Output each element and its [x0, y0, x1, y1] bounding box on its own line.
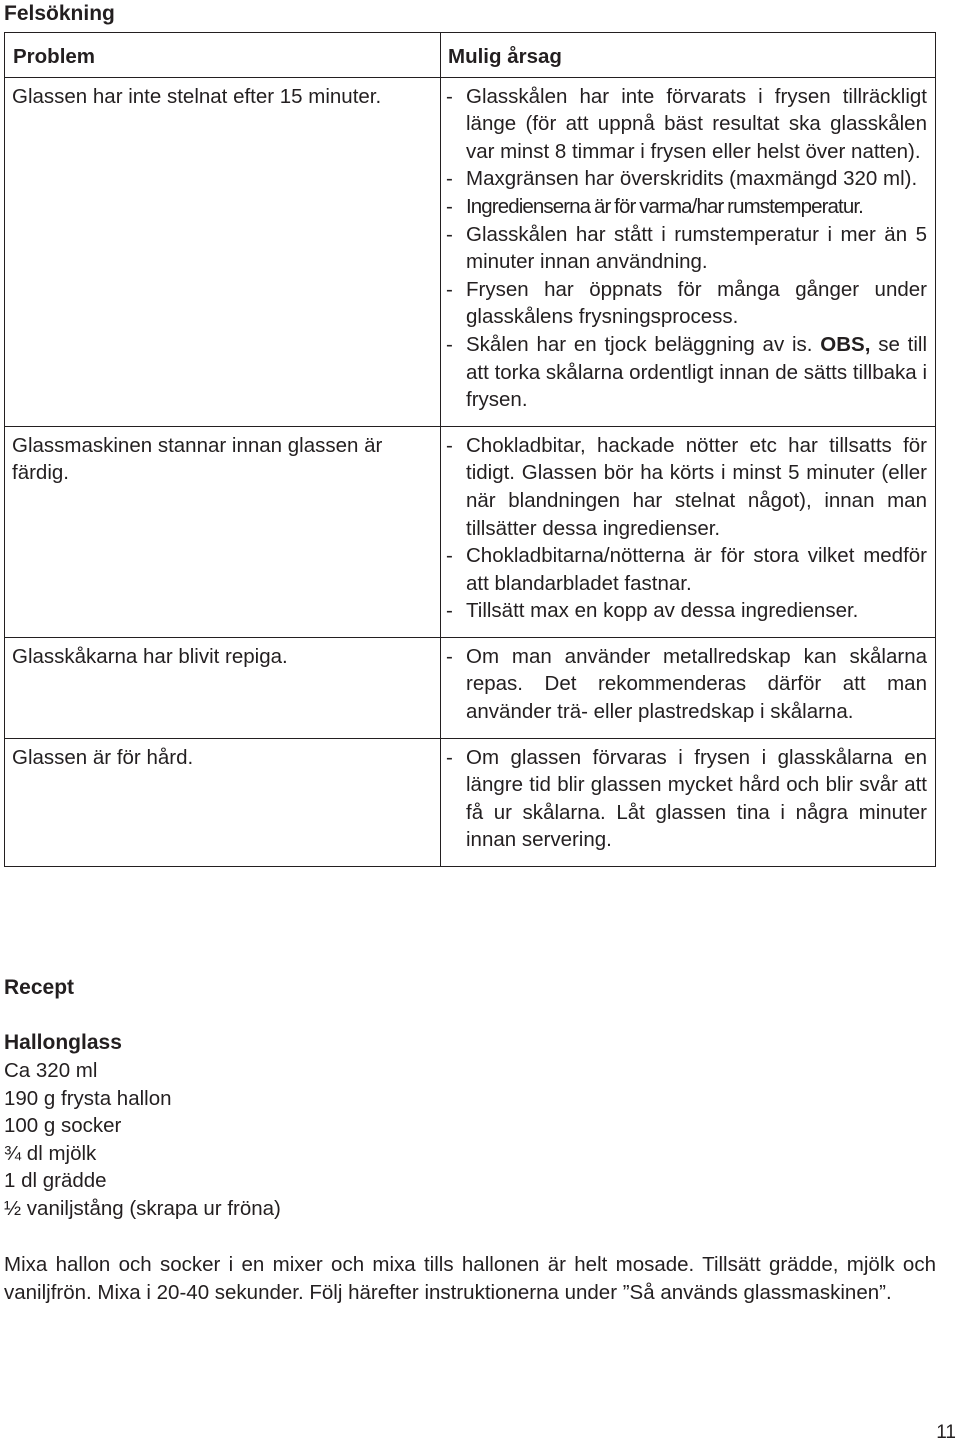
cause-text-rest: se till att torka skålarna ordentligt innan de sätts tillbaka i frysen.: [466, 332, 927, 412]
dash: -: [446, 277, 453, 301]
table-row: [5, 77, 936, 426]
table-row: [5, 738, 936, 866]
dash: -: [446, 745, 453, 769]
problem-cell: Glassmaskinen stannar innan glassen är färdig.: [5, 426, 441, 637]
ingredient-list: [4, 1057, 281, 1223]
cause-item: [446, 597, 927, 625]
cause-cell: [441, 637, 936, 738]
dash: -: [446, 433, 453, 457]
column-header-cause: Mulig årsag: [441, 33, 936, 78]
troubleshooting-table: [4, 32, 936, 867]
ingredient-item: 1 dl grädde: [4, 1169, 107, 1193]
ingredient-item: 190 g frysta hallon: [4, 1086, 172, 1110]
cause-text: Om glassen förvaras i frysen i glasskålarna en längre tid blir glassen mycket hård och blir svår att få ur skålarna. Låt glassen tina i några minuter innan servering.: [466, 745, 927, 852]
problem-cell: Glassen är för hård.: [5, 738, 441, 866]
dash: -: [446, 644, 453, 668]
problem-cell: Glassen har inte stelnat efter 15 minuter.: [5, 77, 441, 426]
dash: -: [446, 332, 453, 356]
dash: -: [446, 84, 453, 108]
dash: -: [446, 599, 453, 623]
obs-label: OBS,: [820, 332, 871, 356]
cause-item: [446, 83, 927, 166]
cause-item: [446, 331, 927, 414]
table-header-row: [5, 33, 936, 78]
cause-item: [446, 165, 927, 193]
dash: -: [446, 167, 453, 191]
cause-cell: [441, 77, 936, 426]
recipe-name: Hallonglass: [4, 1031, 122, 1054]
cause-text: Maxgränsen har överskridits (maxmängd 320 ml).: [466, 167, 918, 191]
cause-text: Ingredienserna är för varma/har rumstemperatur.: [466, 194, 863, 218]
cause-text: Glasskålen har inte förvarats i frysen tillräckligt länge (för att uppnå bäst resultat ska glasskålen var minst 8 timmar i frysen eller helst över natten).: [466, 84, 927, 163]
page-number: 11: [936, 1422, 956, 1443]
table-row: [5, 426, 936, 637]
table-row: [5, 637, 936, 738]
cause-text: Om man använder metallredskap kan skålarna repas. Det rekommenderas därför att man använder trä- eller plastredskap i skålarna.: [466, 644, 927, 724]
cause-text: Frysen har öppnats för många gånger under glasskålens frysningsprocess.: [466, 277, 927, 329]
dash: -: [446, 194, 453, 218]
cause-item: [446, 276, 927, 331]
ingredient-item: ¾ dl mjölk: [4, 1141, 97, 1165]
section-title: Felsökning: [4, 2, 115, 25]
ingredient-item: 100 g socker: [4, 1114, 122, 1138]
cause-item: [446, 221, 927, 276]
cause-cell: [441, 426, 936, 637]
dash: -: [446, 544, 453, 568]
cause-item: [446, 432, 927, 542]
cause-item: [446, 744, 927, 854]
cause-text: [466, 331, 927, 414]
column-header-problem: Problem: [5, 33, 441, 78]
ingredient-item: ½ vaniljstång (skrapa ur fröna): [4, 1196, 281, 1220]
cause-item: [446, 193, 927, 221]
dash: -: [446, 222, 453, 246]
recipe-section-title: Recept: [4, 976, 75, 999]
cause-item: [446, 542, 927, 597]
cause-item: [446, 643, 927, 726]
cause-text: Chokladbitar, hackade nötter etc har tillsatts för tidigt. Glassen bör ha körts i minst 5 minuter (eller när blandningen har stelnat något), innan man tillsätter dessa ingredienser.: [466, 433, 927, 540]
recipe-instructions: Mixa hallon och socker i en mixer och mixa tills hallonen är helt mosade. Tillsätt grädde, mjölk och vaniljfrön. Mixa i 20-40 sekunder. Följ härefter instruktionerna under ”Så används glassmaskinen”.: [4, 1253, 936, 1304]
cause-text-main: Skålen har en tjock beläggning av is.: [466, 332, 813, 356]
problem-cell: Glasskåkarna har blivit repiga.: [5, 637, 441, 738]
ingredient-item: Ca 320 ml: [4, 1059, 98, 1082]
cause-text: Chokladbitarna/nötterna är för stora vilket medför att blandarbladet fastnar.: [466, 544, 927, 595]
cause-text: Tillsätt max en kopp av dessa ingredienser.: [466, 599, 859, 623]
cause-cell: [441, 738, 936, 866]
cause-text: Glasskålen har stått i rumstemperatur i mer än 5 minuter innan användning.: [466, 222, 927, 274]
